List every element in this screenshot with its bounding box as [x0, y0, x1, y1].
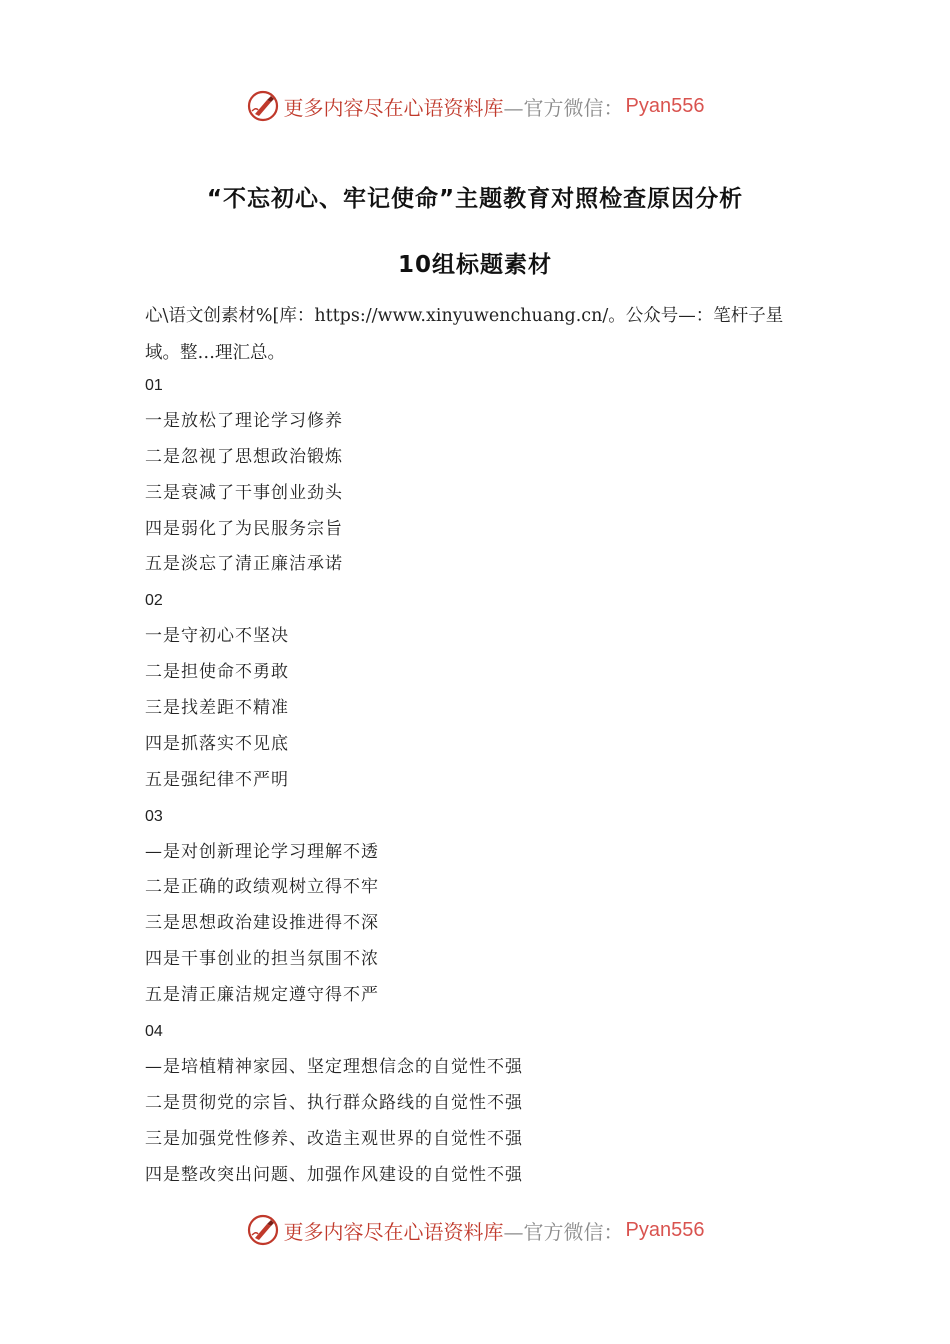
list-item: —是培植精神家园、坚定理想信念的自觉性不强: [145, 1056, 523, 1077]
group-number: 01: [145, 377, 163, 394]
list-item: 三是衰减了干事创业劲头: [145, 482, 343, 503]
pen-nib-logo-icon: [246, 1213, 280, 1247]
list-item: 三是找差距不精准: [145, 698, 289, 719]
footer-banner: [0, 1210, 950, 1250]
list-item: 五是强纪律不严明: [145, 769, 289, 790]
banner-wechat-id: Pyan556: [625, 1218, 705, 1241]
list-item: 五是淡忘了清正廉洁承诺: [145, 554, 343, 575]
banner-title: 更多内容尽在心语资料库: [283, 95, 504, 120]
document-title: “不忘初心、牢记使命”主题教育对照检查原因分析: [206, 186, 744, 212]
list-item: 三是思想政治建设推进得不深: [145, 913, 379, 934]
document-subtitle: 10组标题素材: [397, 252, 552, 278]
list-item: 四是弱化了为民服务宗旨: [145, 518, 343, 539]
list-item: 五是清正廉洁规定遵守得不严: [145, 985, 379, 1006]
content-list: [145, 368, 825, 1193]
banner-title: 更多内容尽在心语资料库: [283, 1219, 504, 1244]
list-item: 四是干事创业的担当氛围不浓: [145, 949, 379, 970]
list-item: 二是担使命不勇敢: [145, 662, 289, 683]
banner-wechat-label: —官方微信：: [503, 1219, 624, 1244]
banner-wechat-id: Pyan556: [625, 94, 705, 117]
group-number: 02: [145, 592, 163, 610]
group-number: 04: [145, 1023, 163, 1041]
banner-wechat-label: —官方微信：: [503, 95, 624, 120]
header-banner: [0, 86, 950, 126]
list-item: 二是贯彻党的宗旨、执行群众路线的自觉性不强: [145, 1092, 523, 1113]
list-item: 二是正确的政绩观树立得不牢: [145, 877, 379, 898]
group-number: 03: [145, 807, 163, 825]
pen-nib-logo-icon: [246, 89, 280, 123]
list-item: 三是加强党性修养、改造主观世界的自觉性不强: [145, 1128, 523, 1149]
intro-line: 域。整…理汇总。: [145, 343, 285, 363]
list-item: —是对创新理论学习理解不透: [145, 841, 379, 862]
list-item: 二是忽视了思想政治锻炼: [145, 446, 343, 467]
list-item: 一是放松了理论学习修养: [145, 410, 343, 431]
intro-paragraph: [145, 298, 825, 372]
intro-line: 心\语文创素材%[库：https://www.xinyuwenchuang.cn/。公众号—：笔杆子星: [145, 306, 784, 326]
list-item: 四是抓落实不见底: [145, 733, 289, 754]
list-item: 一是守初心不坚决: [145, 626, 289, 647]
list-item: 四是整改突出问题、加强作风建设的自觉性不强: [145, 1164, 523, 1185]
